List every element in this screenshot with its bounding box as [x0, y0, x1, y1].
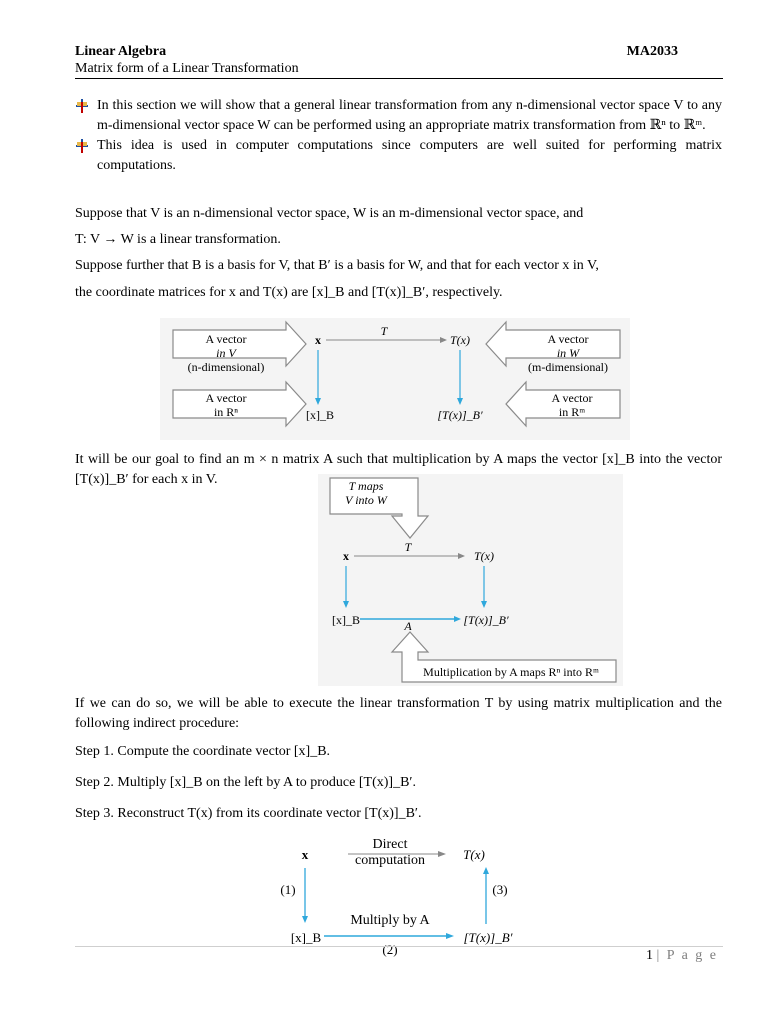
- box-line: A vector: [547, 332, 589, 346]
- vector-x-label: x: [343, 549, 349, 563]
- page-label: | P a g e: [656, 948, 718, 963]
- tx-label: T(x): [450, 333, 470, 347]
- page-number: 1: [646, 948, 653, 963]
- box-line: A vector: [205, 332, 247, 346]
- paragraph: Suppose that V is an n-dimensional vector space, W is an m-dimensional vector space, and: [75, 206, 584, 221]
- footer-divider: [75, 946, 723, 947]
- direct-label: Direct: [372, 837, 408, 852]
- xb-label: [x]_B: [332, 613, 360, 627]
- bullet-text: This idea is used in computer computations since computers are well suited for performing matrix computations.: [97, 138, 722, 173]
- box-line: (m-dimensional): [528, 360, 608, 374]
- paragraph: It will be our goal to find an m × n matrix A such that multiplication by A maps the vector [x]_B into the vector [T(x)]_B′ for each x in V.: [75, 452, 722, 487]
- box-line: Multiplication by A maps Rⁿ into Rᵐ: [423, 665, 599, 679]
- paragraph: Suppose further that B is a basis for V, that B′ is a basis for W, and that for each vector x in V,: [75, 258, 599, 273]
- bullet-item: [75, 136, 722, 176]
- box-line: (n-dimensional): [187, 360, 265, 374]
- a-label: A: [404, 619, 412, 633]
- step-3-label: (3): [492, 882, 508, 897]
- txb-label: [T(x)]_B′: [463, 613, 509, 627]
- t-label: T: [380, 324, 388, 338]
- header-divider: [75, 78, 723, 79]
- box-line: A vector: [551, 391, 593, 405]
- step-3: Step 3. Reconstruct T(x) from its coordinate vector [T(x)]_B′.: [75, 806, 422, 821]
- pushpin-bullet-icon: [75, 139, 89, 153]
- indirect-procedure-diagram: [278, 832, 528, 958]
- box-line: A vector: [205, 391, 247, 405]
- box-line: in W: [556, 346, 580, 360]
- matrix-a-diagram: [318, 474, 623, 686]
- box-line: in Rⁿ: [213, 405, 239, 419]
- step-1: Step 1. Compute the coordinate vector [x]_B.: [75, 744, 331, 759]
- paragraph: T: V → W is a linear transformation.: [75, 232, 281, 247]
- direct-label: computation: [355, 853, 425, 868]
- intro-bullets: [75, 96, 722, 176]
- paragraph: the coordinate matrices for x and T(x) are [x]_B and [T(x)]_B′, respectively.: [75, 285, 503, 300]
- paragraph: If we can do so, we will be able to execute the linear transformation T by using matrix multiplication and the following indirect procedure:: [75, 696, 722, 731]
- coordinate-diagram: [160, 318, 630, 440]
- course-code: MA2033: [626, 44, 678, 59]
- xb-label: [x]_B: [306, 408, 334, 422]
- box-line: V into W: [345, 493, 387, 507]
- step-2-label: (2): [382, 942, 398, 957]
- vector-x-label: x: [315, 333, 321, 347]
- step-2: Step 2. Multiply [x]_B on the left by A to produce [T(x)]_B′.: [75, 775, 416, 790]
- box-line: in Rᵐ: [558, 405, 586, 419]
- box-line: T maps: [348, 479, 384, 493]
- vector-x-label: x: [301, 847, 309, 862]
- t-label: T: [404, 540, 412, 554]
- txb-label: [T(x)]_B′: [437, 408, 483, 422]
- bullet-text: In this section we will show that a general linear transformation from any n-dimensional vector space V to any m-dimensional vector space W can be performed using an appropriate matrix transformation from ℝⁿ to ℝᵐ.: [97, 98, 722, 133]
- txb-label: [T(x)]_B′: [463, 930, 513, 945]
- multiply-label: Multiply by A: [350, 913, 430, 928]
- section-subtitle: Matrix form of a Linear Transformation: [75, 61, 299, 76]
- xb-label: [x]_B: [290, 930, 322, 945]
- course-title: Linear Algebra: [75, 44, 167, 59]
- box-line: in V: [216, 346, 236, 360]
- page-footer: [646, 948, 718, 964]
- tx-label: T(x): [463, 847, 485, 862]
- step-1-label: (1): [280, 882, 296, 897]
- pushpin-bullet-icon: [75, 99, 89, 113]
- bullet-item: [75, 96, 722, 136]
- tx-label: T(x): [474, 549, 494, 563]
